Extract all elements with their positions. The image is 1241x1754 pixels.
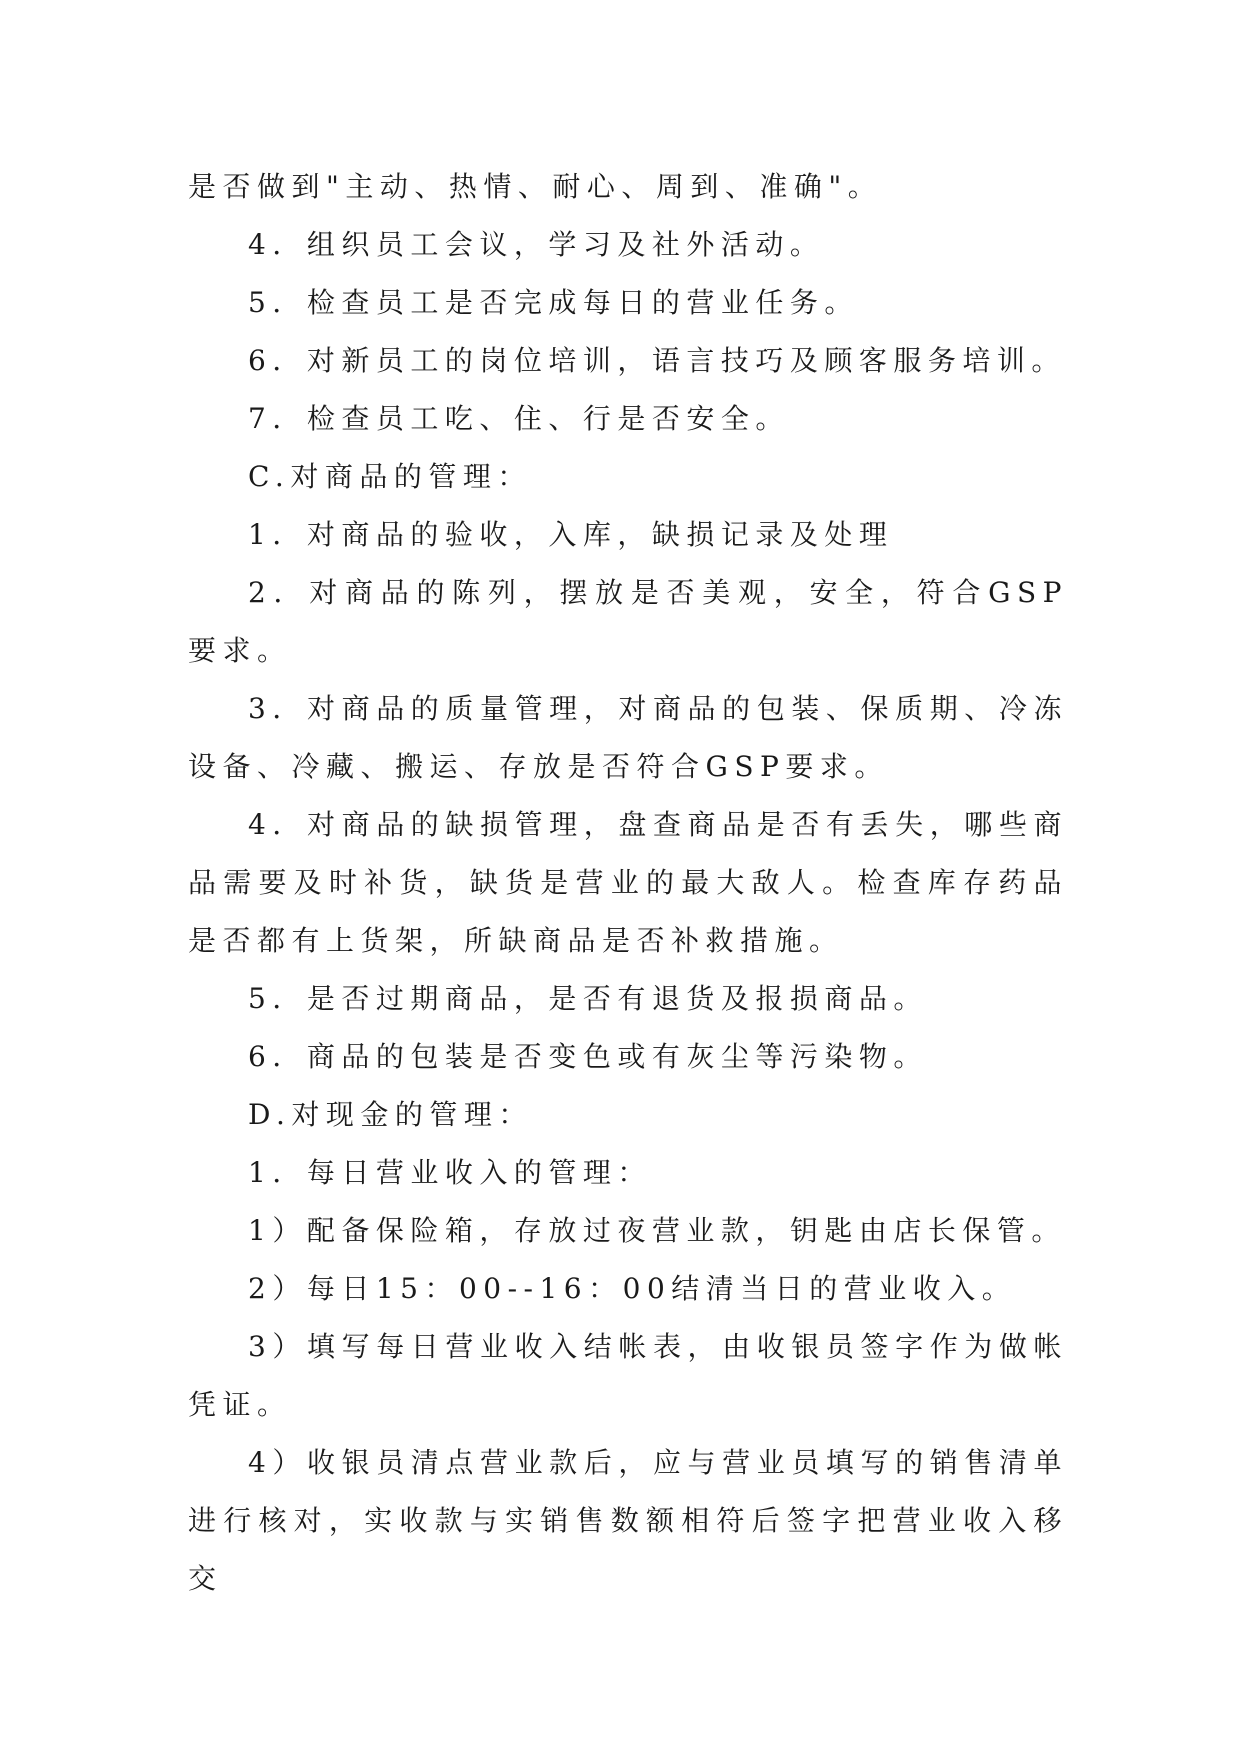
paragraph-packaging-check: 6．商品的包装是否变色或有灰尘等污染物。 xyxy=(248,1040,928,1073)
document-body xyxy=(188,158,1068,1608)
paragraph-goods-acceptance: 1．对商品的验收，入库，缺损记录及处理 xyxy=(248,518,894,551)
paragraph-daily-revenue: 1．每日营业收入的管理： xyxy=(248,1156,652,1189)
paragraph-daily-task-check: 5．检查员工是否完成每日的营业任务。 xyxy=(248,286,859,319)
section-heading-cash-management: D.对现金的管理： xyxy=(248,1098,533,1131)
paragraph-expired-goods: 5．是否过期商品，是否有退货及报损商品。 xyxy=(248,982,928,1015)
paragraph-goods-display: 2．对商品的陈列，摆放是否美观，安全，符合GSP要求。 xyxy=(188,576,1068,667)
paragraph-daily-settlement: 2）每日15：00--16：00结清当日的营业收入。 xyxy=(248,1272,1017,1305)
paragraph-service-standard: 是否做到"主动、热情、耐心、周到、准确"。 xyxy=(188,170,883,203)
paragraph-goods-quality: 3．对商品的质量管理，对商品的包装、保质期、冷冻设备、冷藏、搬运、存放是否符合GSP要求。 xyxy=(188,692,1068,783)
paragraph-safe-box: 1）配备保险箱，存放过夜营业款，钥匙由店长保管。 xyxy=(248,1214,1066,1247)
paragraph-staff-meeting: 4．组织员工会议，学习及社外活动。 xyxy=(248,228,825,261)
paragraph-goods-shortage: 4．对商品的缺损管理，盘查商品是否有丢失，哪些商品需要及时补货，缺货是营业的最大敌人。检查库存药品是否都有上货架，所缺商品是否补救措施。 xyxy=(188,808,1068,957)
section-heading-goods-management: C.对商品的管理： xyxy=(248,460,532,493)
paragraph-staff-safety: 7．检查员工吃、住、行是否安全。 xyxy=(248,402,790,435)
paragraph-settlement-form: 3）填写每日营业收入结帐表，由收银员签字作为做帐凭证。 xyxy=(188,1330,1068,1421)
paragraph-new-staff-training: 6．对新员工的岗位培训，语言技巧及顾客服务培训。 xyxy=(248,344,1066,377)
paragraph-cashier-check: 4）收银员清点营业款后，应与营业员填写的销售清单进行核对，实收款与实销售数额相符后签字把营业收入移交 xyxy=(188,1446,1068,1595)
